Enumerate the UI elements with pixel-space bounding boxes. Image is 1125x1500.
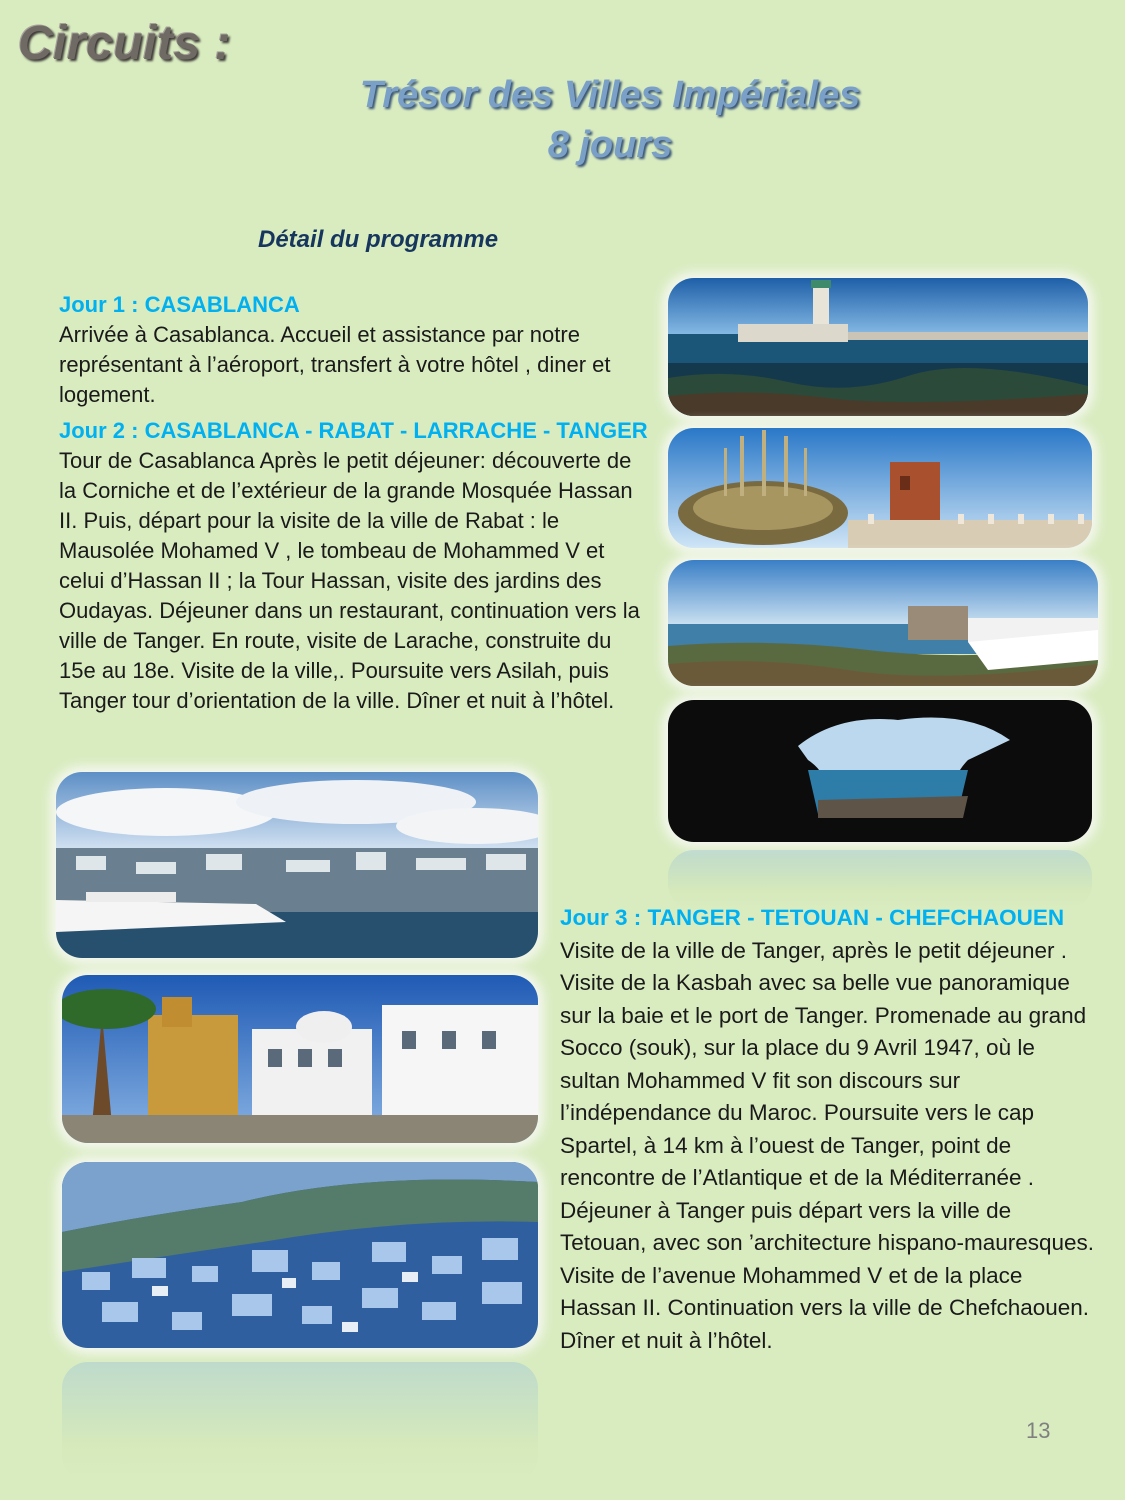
mosque-hassan-ii-photo (668, 278, 1088, 416)
day-1-title: Jour 1 : CASABLANCA (59, 292, 300, 317)
chefchaouen-photo-reflection (62, 1362, 538, 1482)
day-3-title: Jour 3 : TANGER - TETOUAN - CHEFCHAOUEN (560, 905, 1065, 930)
cave-photo-reflection (668, 850, 1092, 910)
page-number: 13 (1026, 1418, 1051, 1443)
day-3-block (560, 902, 1100, 1357)
tour-title (280, 70, 940, 170)
page-title: Circuits : (18, 17, 232, 70)
tangier-bay-photo (56, 772, 538, 958)
program-heading: Détail du programme (258, 226, 499, 253)
chefchaouen-photo (62, 1162, 538, 1348)
day-1-text: Arrivée à Casablanca. Accueil et assistance par notre représentant à l’aéroport, transfert à votre hôtel , diner et logement. (59, 322, 611, 407)
hercules-cave-photo (668, 700, 1092, 842)
day-3-text: Visite de la ville de Tanger, après le petit déjeuner . Visite de la Kasbah avec sa belle vue panoramique sur la baie et le port de Tanger. Promenade au grand Socco (souk), sur la place du 9 Avril 1947, où le sultan Mohammed V fit son discours sur l’indépendance du Maroc. Poursuite vers le cap Spartel, à 14 km à l’ouest de Tanger, point de rencontre de l’Atlantique et de la Méditerranée . Déjeuner à Tanger puis départ vers la ville de Tetouan, avec son ’architecture hispano-mauresques. Visite de l’avenue Mohammed V et de la place Hassan II. Continuation vers la ville de Chefchaouen. Dîner et nuit à l’hôtel. (560, 937, 1095, 1353)
day-2-block (59, 416, 649, 716)
tetouan-square-photo (62, 975, 538, 1143)
tour-name: Trésor des Villes Impériales (359, 74, 861, 116)
tour-duration: 8 jours (547, 124, 673, 166)
day-2-text: Tour de Casablanca Après le petit déjeuner: découverte de la Corniche et de l’extérieur de la grande Mosquée Hassan II. Puis, départ pour la visite de la ville de Rabat : le Mausolée Mohamed V , le tombeau de Mohammed V et celui d’Hassan II ; la Tour Hassan, visite des jardins des Oudayas. Déjeuner dans un restaurant, continuation vers la ville de Tanger. En route, visite de Larache, construite du 15e au 18e. Visite de la ville,. Poursuite vers Asilah, puis Tanger tour d’orientation de la ville. Dîner et nuit à l’hôtel. (59, 448, 640, 713)
day-1-block (59, 290, 639, 410)
mausoleum-rabat-photo (668, 428, 1092, 548)
larache-coast-photo (668, 560, 1098, 686)
day-2-title: Jour 2 : CASABLANCA - RABAT - LARRACHE - TANGER (59, 418, 648, 443)
